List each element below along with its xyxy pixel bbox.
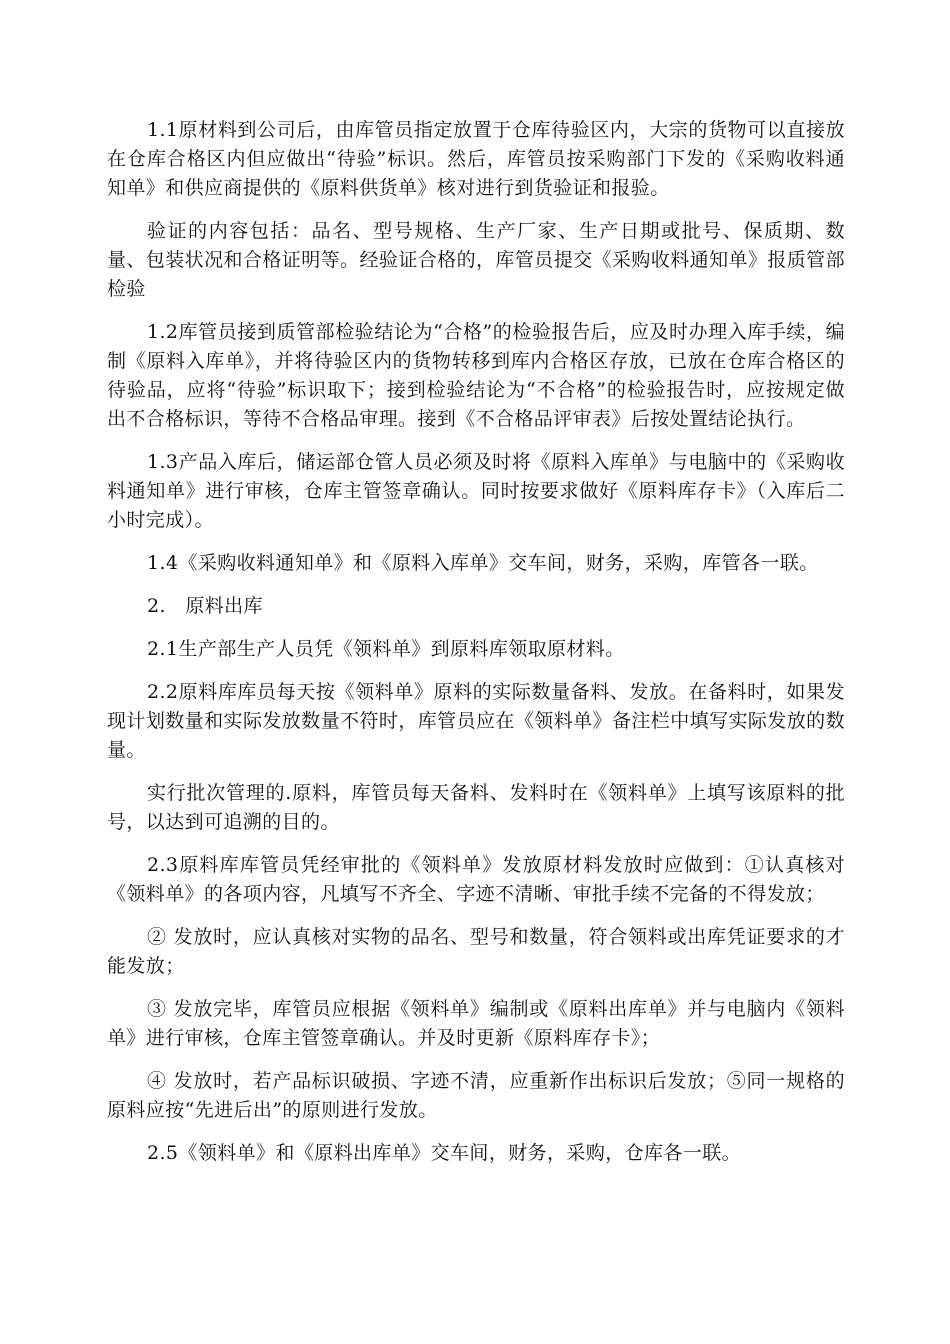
- document-body: [107, 116, 845, 1182]
- paragraph-batch-management: 实行批次管理的.原料，库管员每天备料、发料时在《领料单》上填写该原料的批号，以达到可追溯的目的。: [107, 782, 845, 833]
- section-heading-2: 2. 原料出库: [147, 595, 263, 617]
- paragraph-2-5: 2.5《领料单》和《原料出库单》交车间，财务，采购，仓库各一联。: [147, 1142, 742, 1164]
- paragraph-2-1: 2.1生产部生产人员凭《领料单》到原料库领取原材料。: [147, 638, 625, 660]
- paragraph-item-3: ③ 发放完毕，库管员应根据《领料单》编制或《原料出库单》并与电脑内《领料单》进行审核，仓库主管签章确认。并及时更新《原料库存卡》；: [107, 998, 845, 1049]
- paragraph-item-2: ② 发放时，应认真核对实物的品名、型号和数量，符合领料或出库凭证要求的才能发放；: [107, 926, 845, 977]
- paragraph-2-3: 2.3原料库库管员凭经审批的《领料单》发放原材料发放时应做到：①认真核对《领料单》的各项内容，凡填写不齐全、字迹不清晰、审批手续不完备的不得发放；: [107, 854, 845, 905]
- paragraph-1-3: 1.3产品入库后，储运部仓管人员必须及时将《原料入库单》与电脑中的《采购收料通知单》进行审核，仓库主管签章确认。同时按要求做好《原料库存卡》（入库后二小时完成）。: [107, 451, 845, 531]
- paragraph-verification: 验证的内容包括：品名、型号规格、生产厂家、生产日期或批号、保质期、数量、包装状况和合格证明等。经验证合格的，库管员提交《采购收料通知单》报质管部检验: [107, 220, 845, 300]
- paragraph-2-2: 2.2原料库库员每天按《领料单》原料的实际数量备料、发放。在备料时，如果发现计划数量和实际发放数量不符时，库管员应在《领料单》备注栏中填写实际发放的数量。: [107, 681, 845, 761]
- paragraph-1-2: 1.2库管员接到质管部检验结论为“合格”的检验报告后，应及时办理入库手续，编制《原料入库单》，并将待验区内的货物转移到库内合格区存放，已放在仓库合格区的待验品，应将“待验”标识取下；接到检验结论为“不合格”的检验报告时，应按规定做出不合格标识，等待不合格品审理。接到《不合格品评审表》后按处置结论执行。: [107, 321, 845, 430]
- paragraph-item-4-5: ④ 发放时，若产品标识破损、字迹不清，应重新作出标识后发放；⑤同一规格的原料应按“先进后出”的原则进行发放。: [107, 1070, 845, 1121]
- paragraph-1-4: 1.4《采购收料通知单》和《原料入库单》交车间，财务，采购，库管各一联。: [147, 552, 819, 574]
- paragraph-1-1: 1.1原材料到公司后，由库管员指定放置于仓库待验区内，大宗的货物可以直接放在仓库合格区内但应做出“待验”标识。然后，库管员按采购部门下发的《采购收料通知单》和供应商提供的《原料供货单》核对进行到货验证和报验。: [107, 119, 845, 199]
